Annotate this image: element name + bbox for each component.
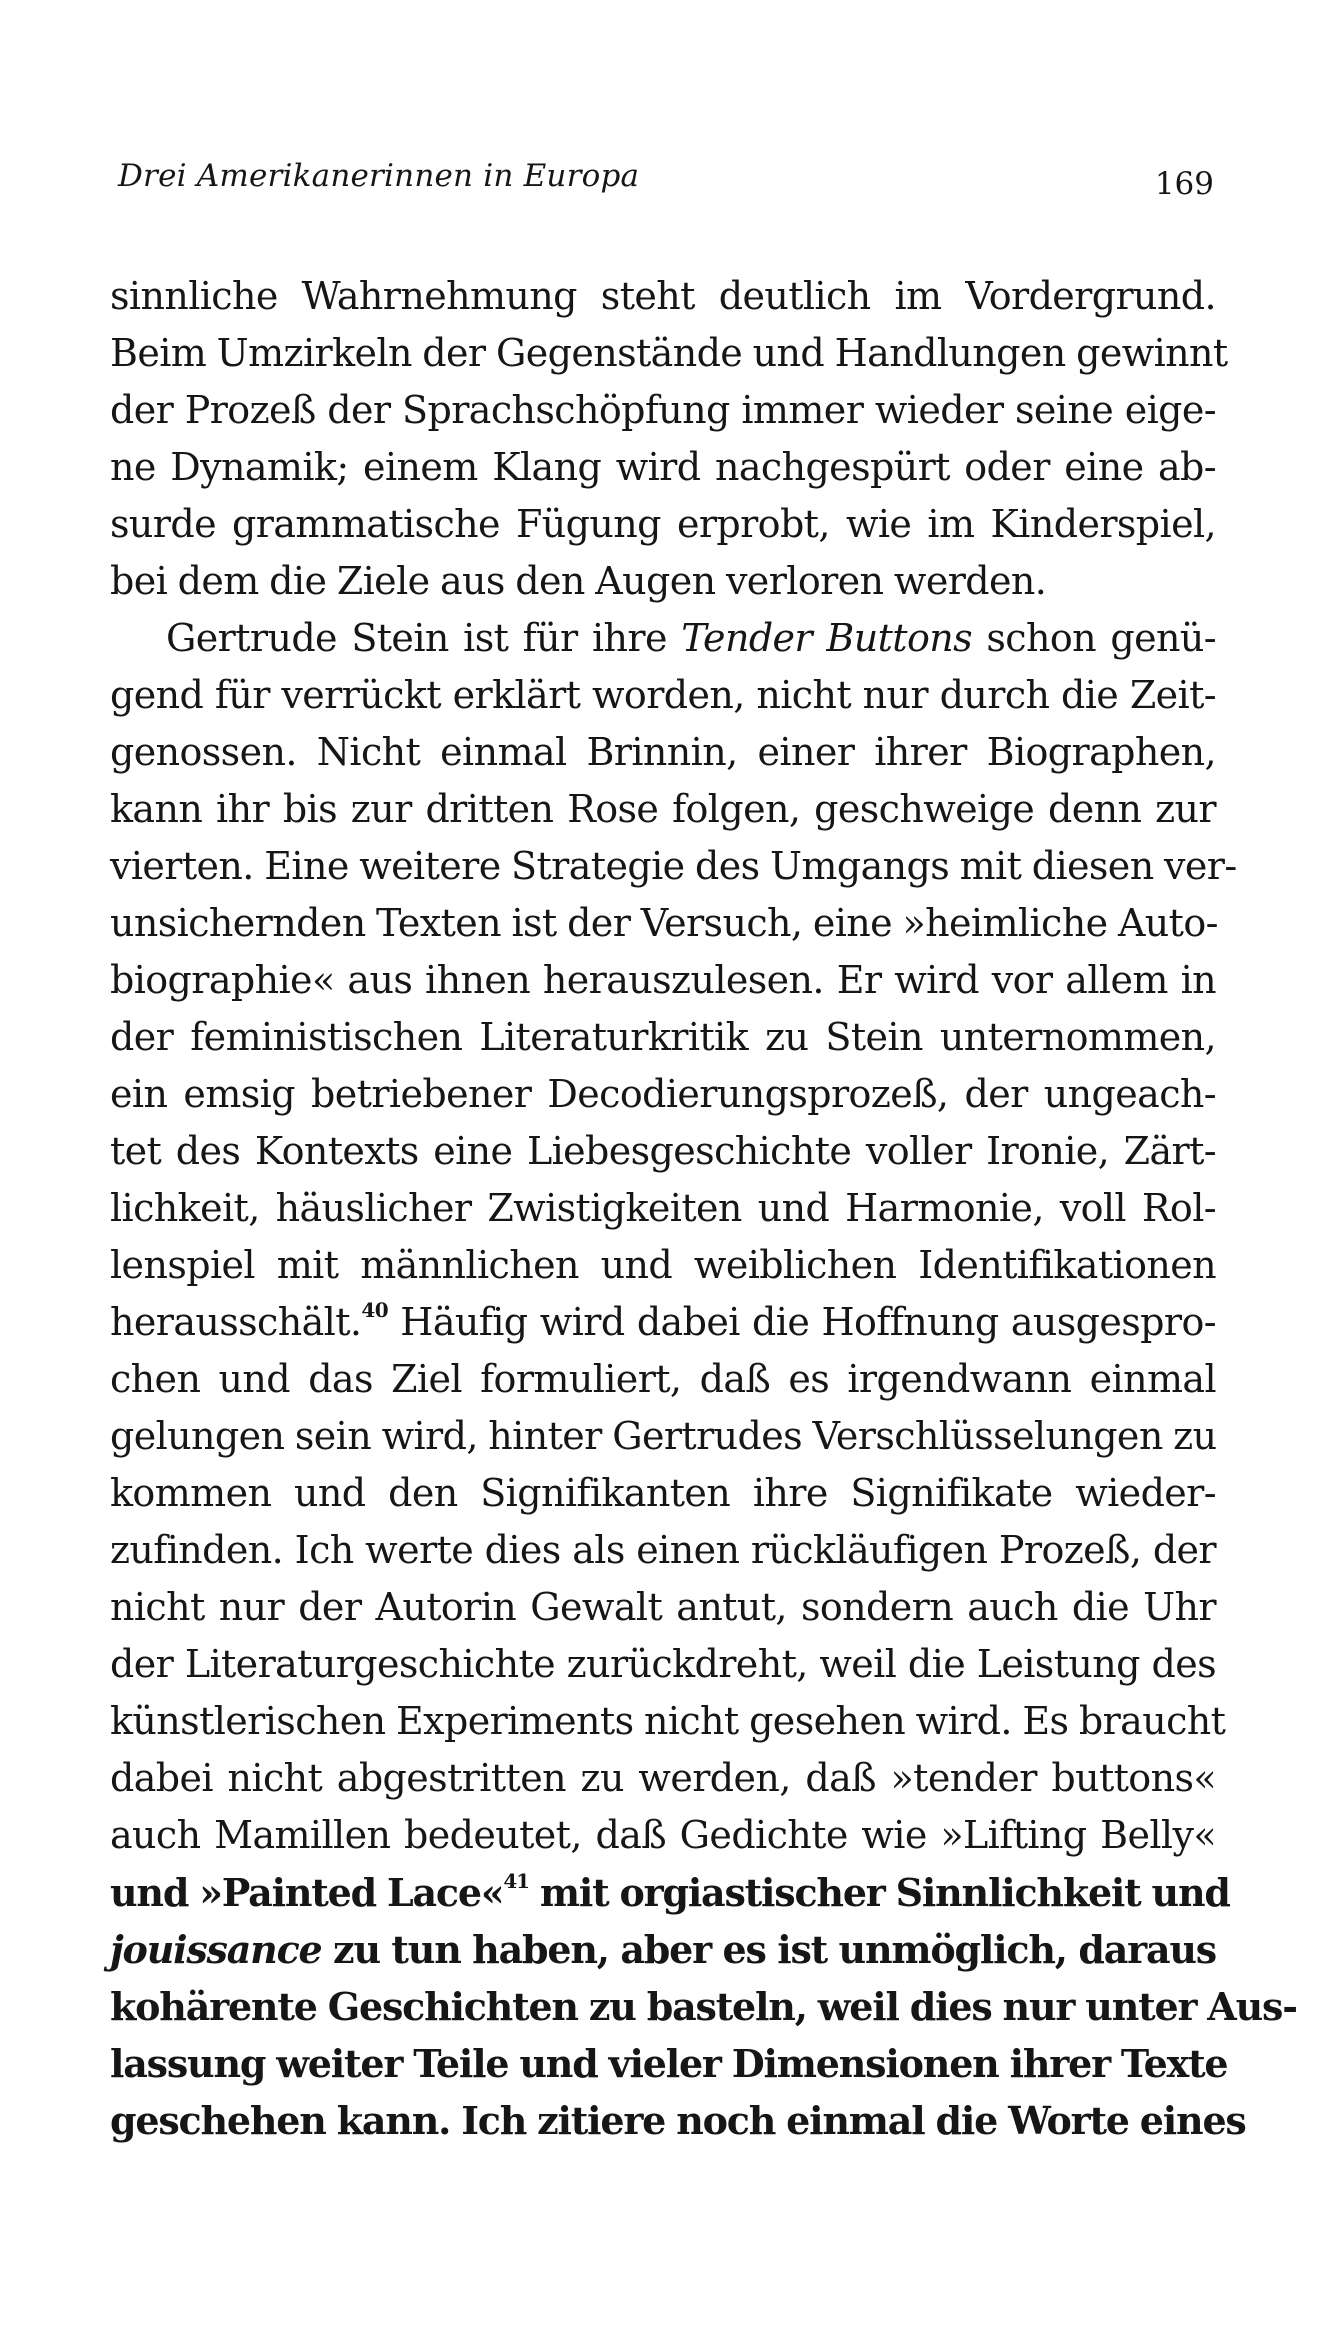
- text-line: ne Dynamik; einem Klang wird nachgespürt oder eine ab-: [110, 445, 1216, 489]
- text-line: kommen und den Signifikanten ihre Signifikate wieder-: [110, 1471, 1216, 1515]
- text-line: biographie« aus ihnen herauszulesen. Er wird vor allem in: [110, 958, 1216, 1002]
- text-line: [110, 1921, 1216, 1978]
- text-line: nicht nur der Autorin Gewalt antut, sondern auch die Uhr: [110, 1585, 1216, 1629]
- text-line: vierten. Eine weitere Strategie des Umgangs mit diesen ver-: [110, 844, 1237, 888]
- text-line: [110, 1294, 1216, 1351]
- text-line: Beim Umzirkeln der Gegenstände und Handlungen gewinnt: [110, 331, 1228, 375]
- text-line: geschehen kann. Ich zitiere noch einmal die Worte eines: [110, 2098, 1246, 2143]
- text-line: kohärente Geschichten zu basteln, weil dies nur unter Aus-: [110, 1984, 1297, 2029]
- text-line: der feministischen Literaturkritik zu Stein unternommen,: [110, 1015, 1216, 1059]
- text-line: surde grammatische Fügung erprobt, wie im Kinderspiel,: [110, 502, 1216, 546]
- footnote-marker: 40: [361, 1298, 389, 1322]
- text-line: bei dem die Ziele aus den Augen verloren werden.: [110, 559, 1047, 603]
- book-title-italic: Tender Buttons: [681, 616, 972, 660]
- text-run: und »Painted Lace«: [110, 1870, 504, 1915]
- text-line: dabei nicht abgestritten zu werden, daß »tender buttons«: [110, 1756, 1216, 1800]
- text-line: künstlerischen Experiments nicht gesehen wird. Es braucht: [110, 1699, 1226, 1743]
- text-line: lenspiel mit männlichen und weiblichen Identifikationen: [110, 1243, 1216, 1287]
- text-line: genossen. Nicht einmal Brinnin, einer ihrer Biographen,: [110, 730, 1216, 774]
- text-run: Gertrude Stein ist für ihre: [166, 616, 682, 660]
- text-line: kann ihr bis zur dritten Rose folgen, geschweige denn zur: [110, 787, 1216, 831]
- text-line: lichkeit, häuslicher Zwistigkeiten und Harmonie, voll Rol-: [110, 1186, 1216, 1230]
- text-line: chen und das Ziel formuliert, daß es irgendwann einmal: [110, 1357, 1216, 1401]
- text-line: tet des Kontexts eine Liebesgeschichte voller Ironie, Zärt-: [110, 1129, 1216, 1173]
- running-title: Drei Amerikanerinnen in Europa: [118, 158, 640, 194]
- text-line: lassung weiter Teile und vieler Dimensionen ihrer Texte: [110, 2041, 1228, 2086]
- text-run: schon genü-: [972, 616, 1217, 660]
- text-run: zu tun haben, aber es ist unmöglich, daraus: [321, 1927, 1216, 1972]
- text-line: zufinden. Ich werte dies als einen rückläufigen Prozeß, der: [110, 1528, 1216, 1572]
- text-line: [110, 610, 1216, 667]
- text-run: herausschält.: [110, 1300, 362, 1344]
- text-line: der Literaturgeschichte zurückdreht, weil die Leistung des: [110, 1642, 1216, 1686]
- text-line: gend für verrückt erklärt worden, nicht nur durch die Zeit-: [110, 673, 1216, 717]
- footnote-marker: 41: [503, 1869, 529, 1893]
- term-italic: jouissance: [110, 1927, 322, 1972]
- text-line: ein emsig betriebener Decodierungsprozeß, der ungeach-: [110, 1072, 1216, 1116]
- text-line: [110, 1864, 1230, 1921]
- text-line: gelungen sein wird, hinter Gertrudes Verschlüsselungen zu: [110, 1414, 1217, 1458]
- text-line: unsichernden Texten ist der Versuch, eine »heimliche Auto-: [110, 901, 1218, 945]
- paragraph-2: [110, 610, 1297, 2149]
- text-line: der Prozeß der Sprachschöpfung immer wieder seine eige-: [110, 388, 1216, 432]
- text-run: mit orgiastischer Sinnlichkeit und: [528, 1870, 1230, 1915]
- text-run: Häufig wird dabei die Hoffnung ausgespro-: [388, 1300, 1216, 1344]
- text-line: auch Mamillen bedeutet, daß Gedichte wie »Lifting Belly«: [110, 1813, 1216, 1857]
- text-line: sinnliche Wahrnehmung steht deutlich im Vordergrund.: [110, 274, 1216, 318]
- body-text: [110, 268, 1297, 2149]
- page-number: 169: [1154, 166, 1214, 202]
- paragraph-1: [110, 268, 1228, 610]
